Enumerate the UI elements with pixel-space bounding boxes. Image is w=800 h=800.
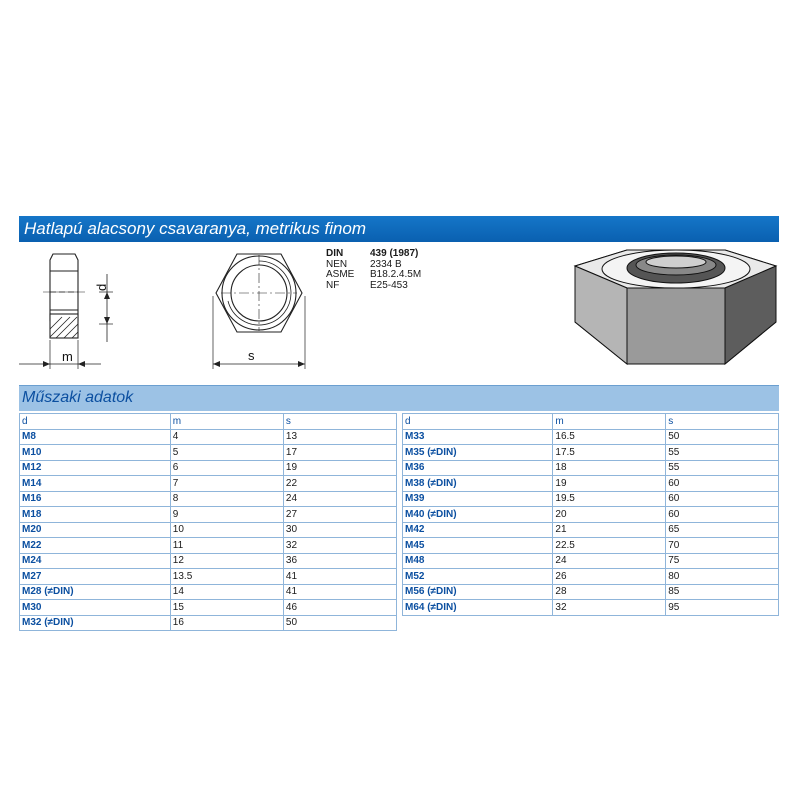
table-row [403,445,779,461]
cell-m: 8 [170,491,283,507]
table-row [403,553,779,569]
standard-row [326,249,421,260]
cell-d: M10 [20,445,171,461]
cell-s: 24 [283,491,396,507]
table-row [403,507,779,523]
cell-d: M27 [20,569,171,585]
standard-key: NEN [326,258,348,270]
cell-s: 55 [666,445,779,461]
table-row [20,460,397,476]
cell-m: 26 [553,569,666,585]
dim-label-d: d [94,283,109,291]
cell-d: M33 [403,429,553,445]
table-header-row [20,414,397,430]
cell-d: M20 [20,522,171,538]
cell-m: 20 [553,507,666,523]
standard-key: NF [326,279,340,291]
cell-d: M42 [403,522,553,538]
table-row [20,569,397,585]
cell-d: M48 [403,553,553,569]
cell-d: M64 (≠DIN) [403,600,553,616]
table-row [20,522,397,538]
cell-m: 10 [170,522,283,538]
page-title: Hatlapú alacsony csavaranya, metrikus finom [24,219,367,238]
column-header: s [283,414,396,430]
standard-value: B18.2.4.5M [370,269,422,280]
cell-s: 80 [666,569,779,585]
cell-m: 28 [553,584,666,600]
cell-d: M38 (≠DIN) [403,476,553,492]
front-view-drawing [213,254,305,369]
standard-value: E25-453 [370,279,408,291]
cell-d: M32 (≠DIN) [20,615,171,631]
standard-value: 2334 B [370,258,402,270]
cell-d: M24 [20,553,171,569]
table-header-row [403,414,779,430]
dim-label-m: m [62,349,73,364]
cell-m: 12 [170,553,283,569]
cell-d: M16 [20,491,171,507]
cell-m: 6 [170,460,283,476]
cell-s: 60 [666,476,779,492]
column-header: d [20,414,171,430]
cell-s: 36 [283,553,396,569]
table-row [403,476,779,492]
cell-m: 19 [553,476,666,492]
cell-d: M18 [20,507,171,523]
cell-d: M35 (≠DIN) [403,445,553,461]
column-header: s [666,414,779,430]
cell-m: 15 [170,600,283,616]
table-row [403,600,779,616]
cell-s: 75 [666,553,779,569]
cell-d: M45 [403,538,553,554]
cell-s: 17 [283,445,396,461]
table-row [403,429,779,445]
specs-table-left [19,413,397,631]
cell-s: 65 [666,522,779,538]
cell-m: 4 [170,429,283,445]
column-header: m [553,414,666,430]
cell-s: 41 [283,569,396,585]
standard-value: 439 (1987) [370,248,419,259]
cell-d: M36 [403,460,553,476]
cell-s: 13 [283,429,396,445]
cell-m: 7 [170,476,283,492]
cell-s: 46 [283,600,396,616]
cell-s: 30 [283,522,396,538]
dim-label-s: s [248,348,255,363]
table-row [20,553,397,569]
cell-m: 32 [553,600,666,616]
cell-m: 18 [553,460,666,476]
table-row [403,491,779,507]
nut-3d-illustration [575,250,776,364]
table-row [20,600,397,616]
cell-s: 32 [283,538,396,554]
standard-row [326,270,421,281]
cell-m: 16 [170,615,283,631]
table-row [20,445,397,461]
cell-s: 95 [666,600,779,616]
table-row [403,538,779,554]
table-row [403,569,779,585]
specs-header [19,385,779,411]
cell-m: 24 [553,553,666,569]
cell-s: 50 [666,429,779,445]
cell-m: 22.5 [553,538,666,554]
table-row [20,476,397,492]
column-header: d [403,414,553,430]
column-header: m [170,414,283,430]
cell-d: M12 [20,460,171,476]
specs-title: Műszaki adatok [22,389,134,406]
cell-d: M28 (≠DIN) [20,584,171,600]
table-row [20,615,397,631]
cell-d: M14 [20,476,171,492]
cell-m: 21 [553,522,666,538]
cell-m: 14 [170,584,283,600]
cell-m: 16.5 [553,429,666,445]
table-row [20,429,397,445]
table-row [20,584,397,600]
standard-key: DIN [326,248,344,259]
table-row [20,538,397,554]
cell-d: M22 [20,538,171,554]
cell-s: 27 [283,507,396,523]
cell-m: 19.5 [553,491,666,507]
cell-m: 11 [170,538,283,554]
table-row [403,584,779,600]
cell-m: 13.5 [170,569,283,585]
cell-d: M40 (≠DIN) [403,507,553,523]
cell-s: 60 [666,507,779,523]
cell-d: M8 [20,429,171,445]
table-row [403,460,779,476]
cell-s: 70 [666,538,779,554]
cell-s: 85 [666,584,779,600]
cell-m: 17.5 [553,445,666,461]
specs-table-right [402,413,779,616]
cell-d: M30 [20,600,171,616]
cell-d: M39 [403,491,553,507]
cell-d: M52 [403,569,553,585]
cell-d: M56 (≠DIN) [403,584,553,600]
standard-row [326,281,421,292]
cell-s: 60 [666,491,779,507]
cell-s: 41 [283,584,396,600]
cell-s: 19 [283,460,396,476]
cell-s: 22 [283,476,396,492]
table-row [403,522,779,538]
cell-s: 50 [283,615,396,631]
standards-list [326,249,421,291]
title-bar [19,216,779,242]
table-row [20,507,397,523]
cell-m: 9 [170,507,283,523]
cell-m: 5 [170,445,283,461]
table-row [20,491,397,507]
standard-key: ASME [326,269,355,280]
cell-s: 55 [666,460,779,476]
